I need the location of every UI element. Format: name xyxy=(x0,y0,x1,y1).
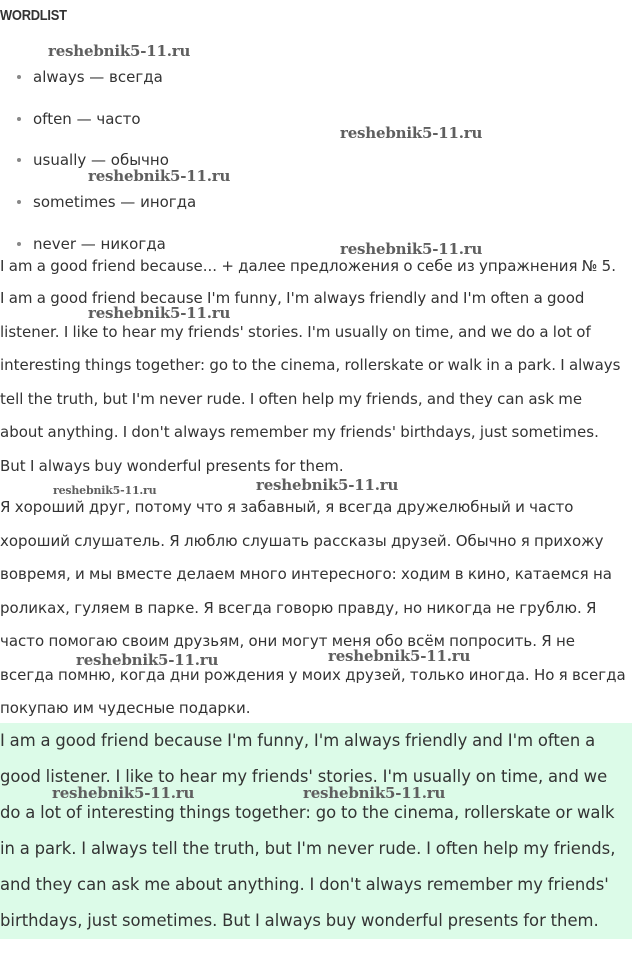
watermark: reshebnik5-11.ru xyxy=(53,484,157,497)
watermark: reshebnik5-11.ru xyxy=(256,476,399,494)
russian-paragraph: Я хороший друг, потому что я забавный, я всегда дружелюбный и часто хороший слушатель. Я люблю слушать рассказы друзей. Обычно я прихожу вовремя, и мы вместе делаем много интересного: ходим в кино, катаемся на роликах, гуляем в парке. Я всегда говорю правду, но никогда не грублю. Я часто помогаю своим друзьям, они могут меня обо всём попросить. Я не всегда помню, когда дни рождения у моих друзей, только иногда. Но я всегда покупаю им чудесные подарки. xyxy=(0,498,626,717)
list-item xyxy=(0,98,196,140)
answer-paragraph: I am a good friend because I'm funny, I'm always friendly and I'm often a good listener. I like to hear my friends' stories. I'm usually on time, and we do a lot of interesting things together: go to the cinema, rollerskate or walk in a park. I always tell the truth, but I'm never rude. I often help my friends, and they can ask me about anything. I don't always remember my friends' birthdays, just sometimes. But I always buy wonderful presents for them. xyxy=(0,731,616,930)
list-item-text: sometimes — иногда xyxy=(33,193,197,212)
bullet-icon xyxy=(17,200,21,204)
watermark: reshebnik5-11.ru xyxy=(48,42,191,60)
list-item-text: usually — обычно xyxy=(33,151,169,170)
list-item-text: never — никогда xyxy=(33,235,166,254)
bullet-icon xyxy=(17,75,21,79)
watermark: reshebnik5-11.ru xyxy=(340,240,483,258)
bullet-icon xyxy=(17,158,21,162)
watermark: reshebnik5-11.ru xyxy=(88,304,231,322)
wordlist xyxy=(0,56,196,265)
list-item-text: always — всегда xyxy=(33,67,163,86)
list-item xyxy=(0,140,196,182)
watermark: reshebnik5-11.ru xyxy=(303,784,446,802)
watermark: reshebnik5-11.ru xyxy=(88,167,231,185)
english-paragraph: I am a good friend because I'm funny, I'm always friendly and I'm often a good listener. I like to hear my friends' stories. I'm usually on time, and we do a lot of interesting things together: go to the cinema, rollerskate or walk in a park. I always tell the truth, but I'm never rude. I often help my friends, and they can ask me about anything. I don't always remember my friends' birthdays, just sometimes. But I always buy wonderful presents for them. xyxy=(0,289,621,475)
wordlist-heading: WORDLIST xyxy=(0,7,67,24)
watermark: reshebnik5-11.ru xyxy=(76,651,219,669)
list-item xyxy=(0,181,196,223)
watermark: reshebnik5-11.ru xyxy=(52,784,195,802)
watermark: reshebnik5-11.ru xyxy=(328,647,471,665)
watermark: reshebnik5-11.ru xyxy=(340,124,483,142)
bullet-icon xyxy=(17,242,21,246)
list-item xyxy=(0,56,196,98)
answer-box xyxy=(0,723,632,939)
list-item-text: often — часто xyxy=(33,109,141,128)
bullet-icon xyxy=(17,117,21,121)
intro-paragraph: I am a good friend because... + далее предложения о себе из упражнения № 5. xyxy=(0,257,616,275)
